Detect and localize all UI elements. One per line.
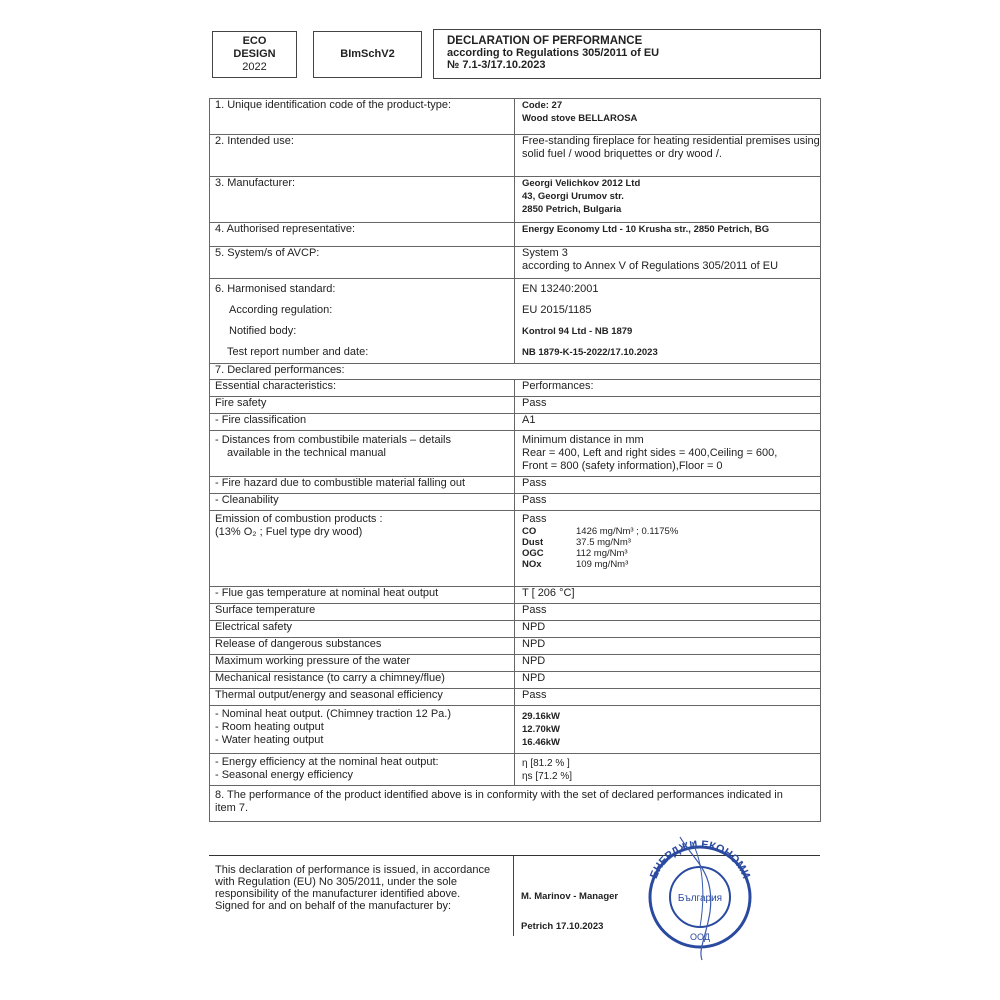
- perf-label: - Energy efficiency at the nominal heat output:: [215, 756, 439, 768]
- doc-title: DECLARATION OF PERFORMANCE: [447, 35, 643, 47]
- table-row: [210, 477, 821, 494]
- intended-use-value: Free-standing fireplace for heating residential premises using solid fuel / wood briquettes or dry wood /.: [515, 135, 821, 177]
- row-label: 1. Unique identification code of the product-type:: [210, 99, 515, 135]
- table-row: [210, 511, 821, 587]
- conformity-statement: 8. The performance of the product identified above is in conformity with the set of declared performances indicated in item 7.: [210, 786, 821, 822]
- table-row: [210, 786, 821, 822]
- table-row: [210, 135, 821, 177]
- perf-label: - Seasonal energy efficiency: [215, 769, 353, 781]
- emission-key: Dust: [522, 537, 544, 548]
- perf-value: NPD: [515, 621, 821, 638]
- efficiency-label: [210, 754, 515, 786]
- section-7-label: 7. Declared performances:: [210, 364, 821, 380]
- perf-value: NPD: [515, 638, 821, 655]
- harmonised-labels: [210, 279, 515, 364]
- eco-design-box: [212, 31, 297, 78]
- test-report-value: NB 1879-K-15-2022/17.10.2023: [522, 347, 658, 358]
- perf-label: Emission of combustion products :: [215, 513, 383, 525]
- table-row: [210, 638, 821, 655]
- perf-label: available in the technical manual: [227, 447, 386, 459]
- perf-label: Surface temperature: [210, 604, 515, 621]
- emission-ogc: [522, 548, 820, 559]
- stamp-bottom-text: ООД: [690, 932, 710, 942]
- table-row: [210, 672, 821, 689]
- representative-value: Energy Economy Ltd - 10 Krusha str., 2850 Petrich, BG: [515, 223, 821, 247]
- signature-stroke: [692, 842, 703, 927]
- perf-value: η [81.2 % ]: [522, 758, 570, 769]
- table-row: [210, 364, 821, 380]
- perf-label: Thermal output/energy and seasonal efficiency: [210, 689, 515, 706]
- table-row: [210, 621, 821, 638]
- efficiency-value: [515, 754, 821, 786]
- distances-value: [515, 431, 821, 477]
- perf-value: NPD: [515, 672, 821, 689]
- declaration-table: [209, 98, 821, 822]
- perf-label: - Water heating output: [215, 734, 324, 746]
- table-row: [210, 177, 821, 223]
- table-row: [210, 604, 821, 621]
- standard-value: EN 13240:2001: [522, 283, 599, 295]
- doc-subtitle: according to Regulations 305/2011 of EU: [447, 47, 660, 59]
- table-row: [210, 397, 821, 414]
- perf-label: - Fire classification: [210, 414, 515, 431]
- row-label: Notified body:: [229, 325, 297, 337]
- manufacturer-city: 2850 Petrich, Bulgaria: [522, 204, 622, 215]
- signed-by-label: Signed for and on behalf of the manufacturer by:: [215, 900, 452, 912]
- perf-value: Pass: [515, 397, 821, 414]
- row-label: 2. Intended use:: [210, 135, 515, 177]
- perf-label: - Cleanability: [210, 494, 515, 511]
- perf-value: Pass: [515, 494, 821, 511]
- perf-value: T [ 206 °C]: [515, 587, 821, 604]
- issuance-statement: This declaration of performance is issued, in accordance with Regulation (EU) No 305/2011, under the sole responsibility of the manufacturer identified above.: [215, 864, 491, 900]
- table-row: [210, 99, 821, 135]
- perf-value: ηs [71.2 %]: [522, 771, 573, 782]
- heat-output-value: [515, 706, 821, 754]
- perf-label: - Distances from combustibile materials – details: [215, 434, 451, 446]
- perf-label: Electrical safety: [210, 621, 515, 638]
- title-box: [433, 29, 821, 79]
- col-header-performances: Performances:: [515, 380, 821, 397]
- emission-key: NOx: [522, 559, 542, 570]
- distances-label: [210, 431, 515, 477]
- perf-value: NPD: [515, 655, 821, 672]
- manufacturer-name: Georgi Velichkov 2012 Ltd: [522, 178, 641, 189]
- perf-value: Pass: [515, 477, 821, 494]
- table-row: [210, 754, 821, 786]
- row-label: According regulation:: [229, 304, 333, 316]
- emission-co: [522, 526, 820, 537]
- heat-output-label: [210, 706, 515, 754]
- table-row: [210, 431, 821, 477]
- company-stamp: [640, 832, 760, 962]
- emission-val: 109 mg/Nm³: [576, 559, 629, 570]
- row-label: 6. Harmonised standard:: [215, 283, 336, 295]
- table-row: [210, 279, 821, 364]
- row-label: 5. System/s of AVCP:: [210, 247, 515, 279]
- perf-value: 12.70kW: [522, 724, 561, 735]
- distance-values: Rear = 400, Left and right sides = 400,Ceiling = 600,: [522, 447, 778, 459]
- bimsch-box: [313, 31, 422, 78]
- emission-val: 37.5 mg/Nm³: [576, 537, 631, 548]
- avcp-value: [515, 247, 821, 279]
- perf-label: - Flue gas temperature at nominal heat output: [210, 587, 515, 604]
- perf-label: - Room heating output: [215, 721, 324, 733]
- eco-year: 2022: [242, 61, 267, 73]
- row-label: Test report number and date:: [227, 346, 369, 358]
- regulation-value: EU 2015/1185: [522, 304, 592, 316]
- place-date: Petrich 17.10.2023: [521, 921, 604, 932]
- emission-value: [515, 511, 821, 587]
- manufacturer-street: 43, Georgi Urumov str.: [522, 191, 624, 202]
- perf-label: Mechanical resistance (to carry a chimney/flue): [210, 672, 515, 689]
- table-row: [210, 689, 821, 706]
- distance-values: Front = 800 (safety information),Floor = 0: [522, 460, 723, 472]
- perf-label: - Fire hazard due to combustible material falling out: [210, 477, 515, 494]
- bimsch-label: BImSchV2: [340, 48, 395, 60]
- col-header-essential: Essential characteristics:: [210, 380, 515, 397]
- emission-nox: [522, 559, 820, 570]
- product-name: Wood stove BELLAROSA: [522, 113, 638, 124]
- distance-title: Minimum distance in mm: [522, 434, 644, 446]
- emission-dust: [522, 537, 820, 548]
- row-label: 4. Authorised representative:: [210, 223, 515, 247]
- signer-name: M. Marinov - Manager: [521, 891, 619, 902]
- emission-val: 112 mg/Nm³: [576, 548, 628, 559]
- perf-value: 29.16kW: [522, 711, 561, 722]
- perf-label: Fire safety: [210, 397, 515, 414]
- table-row: [210, 706, 821, 754]
- perf-label: Release of dangerous substances: [210, 638, 515, 655]
- footer-divider: [513, 856, 514, 936]
- avcp-annex: according to Annex V of Regulations 305/2011 of EU: [522, 260, 779, 272]
- perf-value: 16.46kW: [522, 737, 561, 748]
- table-row: [210, 414, 821, 431]
- footer-text-block: [215, 864, 510, 912]
- stamp-arc-text: ЕНЕРДЖИ ЕКОНОМИ: [648, 838, 752, 881]
- emission-key: OGC: [522, 548, 544, 559]
- product-code: Code: 27: [522, 100, 563, 111]
- perf-label: (13% O₂ ; Fuel type dry wood): [215, 526, 363, 538]
- eco-label: ECO: [242, 35, 267, 47]
- avcp-system: System 3: [522, 247, 568, 259]
- perf-label: - Nominal heat output. (Chimney traction 12 Pa.): [215, 708, 452, 720]
- table-row: [210, 494, 821, 511]
- manufacturer-value: [515, 177, 821, 223]
- table-row: [210, 247, 821, 279]
- perf-value: Pass: [515, 689, 821, 706]
- table-row: [210, 655, 821, 672]
- emission-label: [210, 511, 515, 587]
- emission-val: 1426 mg/Nm³ ; 0.1175%: [576, 526, 679, 537]
- notified-body-value: Kontrol 94 Ltd - NB 1879: [522, 326, 633, 337]
- perf-value: A1: [515, 414, 821, 431]
- table-row: [210, 223, 821, 247]
- perf-value: Pass: [515, 604, 821, 621]
- perf-label: Maximum working pressure of the water: [210, 655, 515, 672]
- stamp-center-text: България: [677, 893, 723, 904]
- row-label: 3. Manufacturer:: [210, 177, 515, 223]
- doc-number: № 7.1-3/17.10.2023: [447, 59, 546, 71]
- table-row: [210, 380, 821, 397]
- harmonised-values: [515, 279, 821, 364]
- perf-value: Pass: [522, 513, 547, 525]
- row-value: [515, 99, 821, 135]
- table-row: [210, 587, 821, 604]
- design-label: DESIGN: [233, 48, 276, 60]
- emission-key: CO: [522, 526, 537, 537]
